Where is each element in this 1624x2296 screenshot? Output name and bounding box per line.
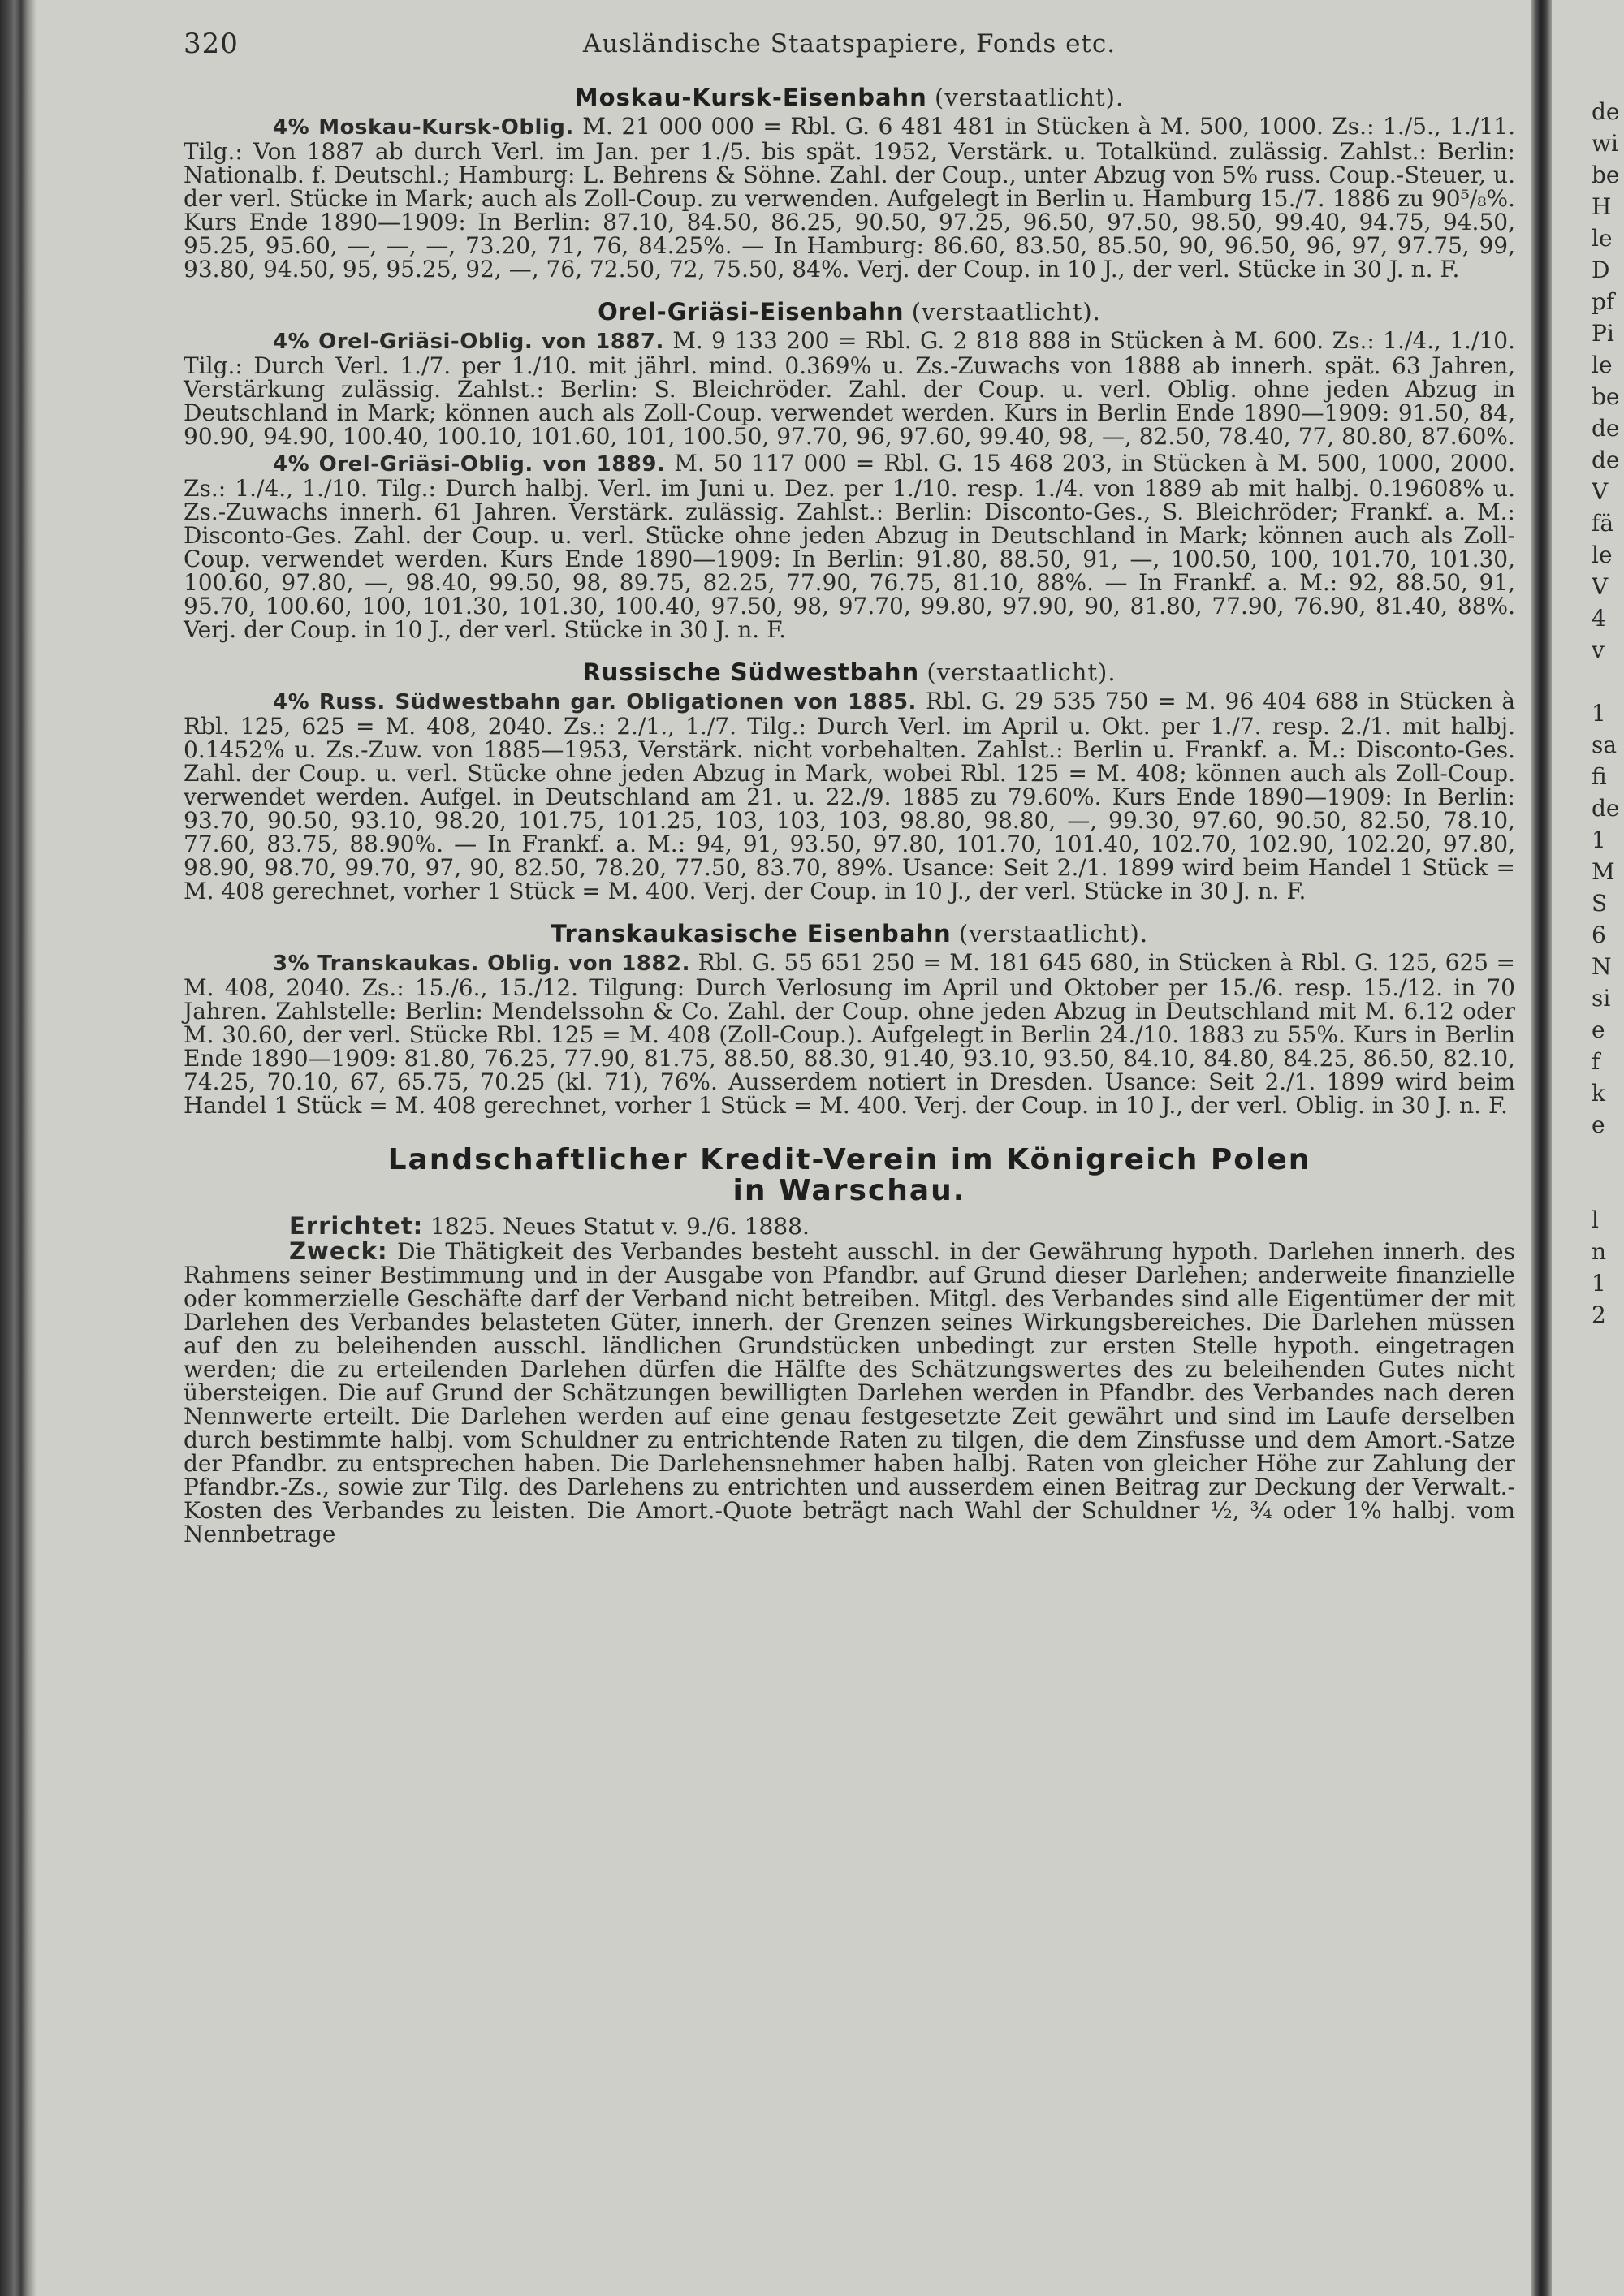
adjacent-fragment: S bbox=[1592, 890, 1608, 917]
founded-text: 1825. Neues Statut v. 9./6. 1888. bbox=[430, 1213, 810, 1240]
adjacent-fragment: V bbox=[1592, 478, 1609, 505]
running-head: Ausländische Staatspapiere, Fonds etc. bbox=[582, 29, 1116, 58]
bond-entry bbox=[184, 329, 1515, 448]
adjacent-fragment: le bbox=[1592, 542, 1613, 568]
adjacent-fragment: fä bbox=[1592, 510, 1614, 537]
adjacent-fragment: v bbox=[1592, 637, 1605, 663]
bond-entry bbox=[184, 451, 1515, 641]
adjacent-fragment: de bbox=[1592, 447, 1620, 473]
adjacent-fragment: wi bbox=[1592, 130, 1618, 157]
institution-purpose bbox=[184, 1237, 1515, 1547]
adjacent-fragment: N bbox=[1592, 953, 1612, 980]
adjacent-fragment: D bbox=[1592, 257, 1610, 283]
section-note: (verstaatlicht). bbox=[935, 84, 1125, 111]
adjacent-fragment bbox=[1592, 666, 1624, 697]
adjacent-fragment: be bbox=[1592, 383, 1620, 410]
adjacent-fragment: 1 bbox=[1592, 700, 1606, 727]
bond-title: 3% Transkaukas. Oblig. von 1882. bbox=[273, 952, 690, 976]
institution-heading bbox=[184, 1145, 1515, 1206]
adjacent-fragment: f bbox=[1592, 1048, 1600, 1075]
adjacent-fragment: le bbox=[1592, 225, 1613, 252]
adjacent-fragment: k bbox=[1592, 1080, 1605, 1107]
bond-text: M. 9 133 200 = Rbl. G. 2 818 888 in Stücken à M. 600. Zs.: 1./4., 1./10. Tilg.: Durch Verl. 1./7. per 1./10. mit jährl. mind. 0.369% u. Zs.-Zuwachs von 1888 ab innerh. spät. 63 Jahren, Verstärkung zulässig. Zahlst.: Berlin: S. Bleichröder. Zahl. der Coup. u. verl. Oblig. ohne jeden Abzug in Deutschland in Mark; können auch als Zoll-Coup. verwendet werden. Kurs in Berlin Ende 1890—1909: 91.50, 84, 90.90, 94.90, 100.40, 100.10, 101.60, 101, 100.50, 97.70, 96, 97.60, 99.40, 98, —, 82.50, 78.40, 77, 80.80, 87.60%. bbox=[184, 327, 1515, 450]
adjacent-fragment: 1 bbox=[1592, 1270, 1606, 1297]
page-content bbox=[184, 86, 1515, 1546]
adjacent-fragment: e bbox=[1592, 1111, 1605, 1138]
section-heading bbox=[184, 86, 1515, 110]
page-header bbox=[184, 24, 1515, 67]
adjacent-fragment: M bbox=[1592, 858, 1615, 885]
adjacent-fragment: 4 bbox=[1592, 605, 1606, 632]
purpose-text: Die Thätigkeit des Verbandes besteht ausschl. in der Gewährung hypoth. Darlehen innerh. des Rahmens seiner Bestimmung und in der Ausgabe von Pfandbr. auf Grund dieser Darlehen; anderweite finanzielle oder kommerzielle Geschäfte darf der Verband nicht betreiben. Mitgl. des Verbandes sind alle Eigentümer der mit Darlehen des Verbandes belasteten Güter, innerh. der Grenzen seines Wirkungsbereiches. Die Darlehen müssen auf den zu beleihenden ausschl. ländlichen Grundstücken unbedingt zur ersten Stelle hypoth. eingetragen werden; die zu erteilenden Darlehen dürfen die Hälfte des Schätzungswertes des zu beleihenden Gutes nicht übersteigen. Die auf Grund der Schätzungen bewilligten Darlehen werden in Pfandbr. des Verbandes nach deren Nennwerte erteilt. Die Darlehen werden auf eine genau festgesetzte Zeit gewährt und sind im Laufe derselben durch bestimmte halbj. vom Schuldner zu entrichtende Raten zu tilgen, die dem Zinsfusse und dem Amort.-Satze der Pfandbr. zu entsprechen haben. Die Darlehensnehmer haben halbj. Raten von gleicher Höhe zur Zahlung der Pfandbr.-Zs., sowie zur Tilg. des Darlehens zu entrichten und ausserdem einen Beitrag zur Deckung der Verwalt.-Kosten des Verbandes zu leisten. Die Amort.-Quote beträgt nach Wahl der Schuldner ½, ¾ oder 1% halbj. vom Nennbetrage bbox=[184, 1238, 1515, 1547]
adjacent-fragment: de bbox=[1592, 795, 1620, 822]
adjacent-page-fragments bbox=[1592, 96, 1624, 1331]
section-title: Moskau-Kursk-Eisenbahn bbox=[574, 84, 927, 111]
book-gutter bbox=[1531, 0, 1552, 2296]
section-note: (verstaatlicht). bbox=[911, 298, 1101, 326]
adjacent-fragment: e bbox=[1592, 1016, 1605, 1043]
bond-text: Rbl. G. 55 651 250 = M. 181 645 680, in Stücken à Rbl. G. 125, 625 = M. 408, 2040. Zs.: 15./6., 15./12. Tilgung: Durch Verlosung im April und Oktober per 15./6. resp. 15./12. in 70 Jahren. Zahlstelle: Berlin: Mendelssohn & Co. Zahl. der Coup. ohne jeden Abzug in Deutschland mit M. 6.12 oder M. 30.60, der verl. Stücke Rbl. 125 = M. 408 (Zoll-Coup.). Aufgelegt in Berlin 24./10. 1883 zu 55%. Kurs in Berlin Ende 1890—1909: 81.80, 76.25, 77.90, 81.75, 88.50, 88.30, 91.40, 93.10, 93.50, 84.10, 84.80, 84.25, 86.50, 82.10, 74.25, 70.10, 67, 65.75, 70.25 (kl. 71), 76%. Ausserdem notiert in Dresden. Usance: Seit 2./1. 1899 wird beim Handel 1 Stück = M. 408 gerechnet, vorher 1 Stück = M. 400. Verj. der Coup. in 10 J., der verl. Oblig. in 30 J. n. F. bbox=[184, 949, 1516, 1119]
adjacent-fragment: si bbox=[1592, 985, 1611, 1012]
adjacent-fragment: sa bbox=[1592, 732, 1618, 758]
adjacent-fragment: be bbox=[1592, 162, 1620, 188]
section-title: Russische Südwestbahn bbox=[582, 658, 920, 686]
adjacent-fragment bbox=[1592, 1172, 1624, 1204]
adjacent-fragment: H bbox=[1592, 193, 1612, 220]
bond-entry bbox=[184, 114, 1515, 281]
bond-title: 4% Russ. Südwestbahn gar. Obligationen von 1885. bbox=[273, 690, 917, 714]
bond-title: 4% Orel-Griäsi-Oblig. von 1887. bbox=[273, 330, 664, 354]
section-heading bbox=[184, 300, 1515, 324]
section-note: (verstaatlicht). bbox=[958, 920, 1149, 947]
institution-founded bbox=[184, 1212, 1515, 1240]
page-number: 320 bbox=[184, 28, 239, 60]
section-heading bbox=[184, 658, 1515, 686]
founded-label: Errichtet: bbox=[289, 1212, 424, 1240]
adjacent-fragment: 2 bbox=[1592, 1301, 1606, 1328]
bond-entry bbox=[184, 951, 1515, 1117]
bond-title: 4% Moskau-Kursk-Oblig. bbox=[273, 115, 574, 140]
document-page bbox=[184, 24, 1515, 2265]
section-heading bbox=[184, 922, 1515, 946]
adjacent-fragment: pf bbox=[1592, 288, 1615, 315]
adjacent-fragment: de bbox=[1592, 98, 1620, 125]
institution-location: in Warschau. bbox=[732, 1174, 966, 1207]
adjacent-fragment: l bbox=[1592, 1206, 1599, 1233]
adjacent-fragment: n bbox=[1592, 1238, 1607, 1265]
adjacent-fragment: fi bbox=[1592, 763, 1607, 790]
adjacent-fragment: V bbox=[1592, 573, 1609, 600]
bond-text: Rbl. G. 29 535 750 = M. 96 404 688 in Stücken à Rbl. 125, 625 = M. 408, 2040. Zs.: 2./1., 1./7. Tilg.: Durch Verl. im April u. Okt. per 1./7. resp. 2./1. mit halbj. 0.1452% u. Zs.-Zuw. von 1885—1953, Verstärk. nicht vorbehalten. Zahlst.: Berlin u. Frankf. a. M.: Disconto-Ges. Zahl. der Coup. u. verl. Stücke ohne jeden Abzug in Mark, wobei Rbl. 125 = M. 408; können auch als Zoll-Coup. verwendet werden. Aufgel. in Deutschland am 21. u. 22./9. 1885 zu 79.60%. Kurs Ende 1890—1909: In Berlin: 93.70, 90.50, 93.10, 98.20, 101.75, 101.25, 103, 103, 103, 98.80, 98.80, —, 99.30, 97.60, 90.50, 82.50, 78.10, 77.60, 83.75, 88.90%. — In Frankf. a. M.: 94, 91, 93.50, 97.80, 101.70, 101.40, 102.70, 102.90, 102.20, 97.80, 98.90, 98.70, 99.70, 97, 90, 82.50, 78.20, 77.50, 83.70, 89%. Usance: Seit 2./1. 1899 wird beim Handel 1 Stück = M. 408 gerechnet, vorher 1 Stück = M. 400. Verj. der Coup. in 10 J., der verl. Stücke in 30 J. n. F. bbox=[184, 688, 1516, 904]
section-title: Orel-Griäsi-Eisenbahn bbox=[598, 298, 905, 326]
adjacent-fragment: 1 bbox=[1592, 826, 1606, 853]
bond-title: 4% Orel-Griäsi-Oblig. von 1889. bbox=[273, 452, 666, 477]
institution-title: Landschaftlicher Kredit-Verein im Königreich Polen bbox=[387, 1143, 1311, 1176]
section-title: Transkaukasische Eisenbahn bbox=[550, 920, 952, 947]
bond-text: M. 21 000 000 = Rbl. G. 6 481 481 in Stücken à M. 500, 1000. Zs.: 1./5., 1./11. Tilg.: Von 1887 ab durch Verl. im Jan. per 1./5. bis spät. 1952, Verstärk. u. Totalkünd. zulässig. Zahlst.: Berlin: Nationalb. f. Deutschl.; Hamburg: L. Behrens & Söhne. Zahl. der Coup., unter Abzug von 5% russ. Coup.-Steuer, u. der verl. Stücke in Mark; auch als Zoll-Coup. zu verwenden. Aufgelegt in Berlin u. Hamburg 15./7. 1886 zu 90⁵/₈%. Kurs Ende 1890—1909: In Berlin: 87.10, 84.50, 86.25, 90.50, 97.25, 96.50, 97.50, 98.50, 99.40, 94.75, 94.50, 95.25, 95.60, —, —, —, 73.20, 71, 76, 84.25%. — In Hamburg: 86.60, 83.50, 85.50, 90, 96.50, 96, 97, 97.75, 99, 93.80, 94.50, 95, 95.25, 92, —, 76, 72.50, 72, 75.50, 84%. Verj. der Coup. in 10 J., der verl. Stücke in 30 J. n. F. bbox=[184, 113, 1515, 283]
adjacent-fragment: de bbox=[1592, 415, 1620, 442]
bond-entry bbox=[184, 689, 1515, 903]
bond-text: M. 50 117 000 = Rbl. G. 15 468 203, in Stücken à M. 500, 1000, 2000. Zs.: 1./4., 1./10. Tilg.: Durch halbj. Verl. im Juni u. Dez. per 1./10. resp. 1./4. von 1889 ab mit halbj. 0.19608% u. Zs.-Zuwachs innerh. 61 Jahren. Verstärk. zulässig. Zahlst.: Berlin: Disconto-Ges., S. Bleichröder; Frankf. a. M.: Disconto-Ges. Zahl. der Coup. u. verl. Stücke ohne jeden Abzug in Deutschland in Mark; können auch als Zoll-Coup. verwendet werden. Kurs Ende 1890—1909: In Berlin: 91.80, 88.50, 91, —, 100.50, 100, 101.70, 101.30, 100.60, 97.80, —, 98.40, 99.50, 98, 89.75, 82.25, 77.90, 76.75, 81.10, 88%. — In Frankf. a. M.: 92, 88.50, 91, 95.70, 100.60, 100, 101.30, 101.30, 100.40, 97.50, 98, 97.70, 99.80, 97.90, 90, 81.80, 77.90, 76.90, 81.40, 88%. Verj. der Coup. in 10 J., der verl. Stücke in 30 J. n. F. bbox=[184, 450, 1515, 643]
adjacent-fragment: 6 bbox=[1592, 921, 1606, 948]
section-note: (verstaatlicht). bbox=[926, 658, 1116, 686]
scan-edge-left bbox=[0, 0, 36, 2296]
adjacent-fragment bbox=[1592, 1141, 1624, 1172]
adjacent-fragment: le bbox=[1592, 352, 1613, 378]
adjacent-fragment: Pi bbox=[1592, 320, 1614, 347]
purpose-label: Zweck: bbox=[289, 1237, 388, 1265]
